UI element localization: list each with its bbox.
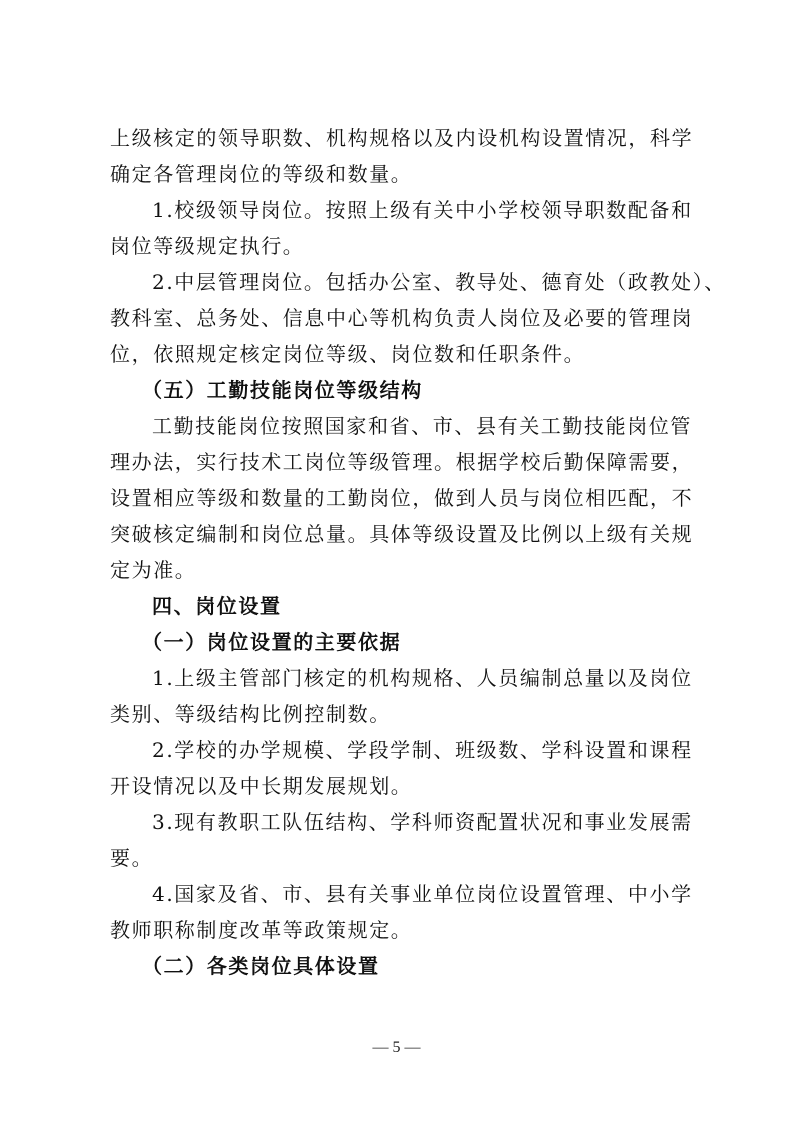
paragraph-line: 上级核定的领导职数、机构规格以及内设机构设置情况，科学 — [110, 126, 694, 150]
paragraph-line: 开设情况以及中长期发展规划。 — [110, 774, 413, 798]
paragraph-line: 岗位等级规定执行。 — [110, 234, 305, 258]
section-heading: （五）工勤技能岗位等级结构 — [142, 378, 423, 402]
paragraph-line: 1.上级主管部门核定的机构规格、人员编制总量以及岗位 — [152, 666, 693, 690]
paragraph-line: 2.学校的办学规模、学段学制、班级数、学科设置和课程 — [152, 738, 693, 762]
document-page — [110, 120, 726, 984]
paragraph-line: 定为准。 — [110, 558, 197, 582]
chapter-heading: 四、岗位设置 — [152, 594, 282, 618]
section-heading: （一）岗位设置的主要依据 — [142, 630, 402, 654]
paragraph-line: 类别、等级结构比例控制数。 — [110, 702, 391, 726]
paragraph-line: 设置相应等级和数量的工勤岗位，做到人员与岗位相匹配，不 — [110, 486, 694, 510]
paragraph-line: 3.现有教职工队伍结构、学科师资配置状况和事业发展需 — [152, 810, 693, 834]
paragraph-line: 确定各管理岗位的等级和数量。 — [110, 162, 413, 186]
paragraph-line: 2.中层管理岗位。包括办公室、教导处、德育处（政教处）、 — [152, 270, 726, 294]
paragraph-line: 突破核定编制和岗位总量。具体等级设置及比例以上级有关规 — [110, 522, 694, 546]
paragraph-line: 理办法，实行技术工岗位等级管理。根据学校后勤保障需要， — [110, 450, 694, 474]
paragraph-line: 1.校级领导岗位。按照上级有关中小学校领导职数配备和 — [152, 198, 693, 222]
paragraph-line: 4.国家及省、市、县有关事业单位岗位设置管理、中小学 — [152, 882, 693, 906]
paragraph-line: 教师职称制度改革等政策规定。 — [110, 918, 413, 942]
paragraph-line: 工勤技能岗位按照国家和省、市、县有关工勤技能岗位管 — [152, 414, 692, 438]
section-heading: （二）各类岗位具体设置 — [142, 954, 380, 978]
paragraph-line: 要。 — [110, 846, 154, 870]
page-number: — 5 — — [372, 1039, 421, 1056]
paragraph-line: 教科室、总务处、信息中心等机构负责人岗位及必要的管理岗 — [110, 306, 694, 330]
paragraph-line: 位，依照规定核定岗位等级、岗位数和任职条件。 — [110, 342, 586, 366]
